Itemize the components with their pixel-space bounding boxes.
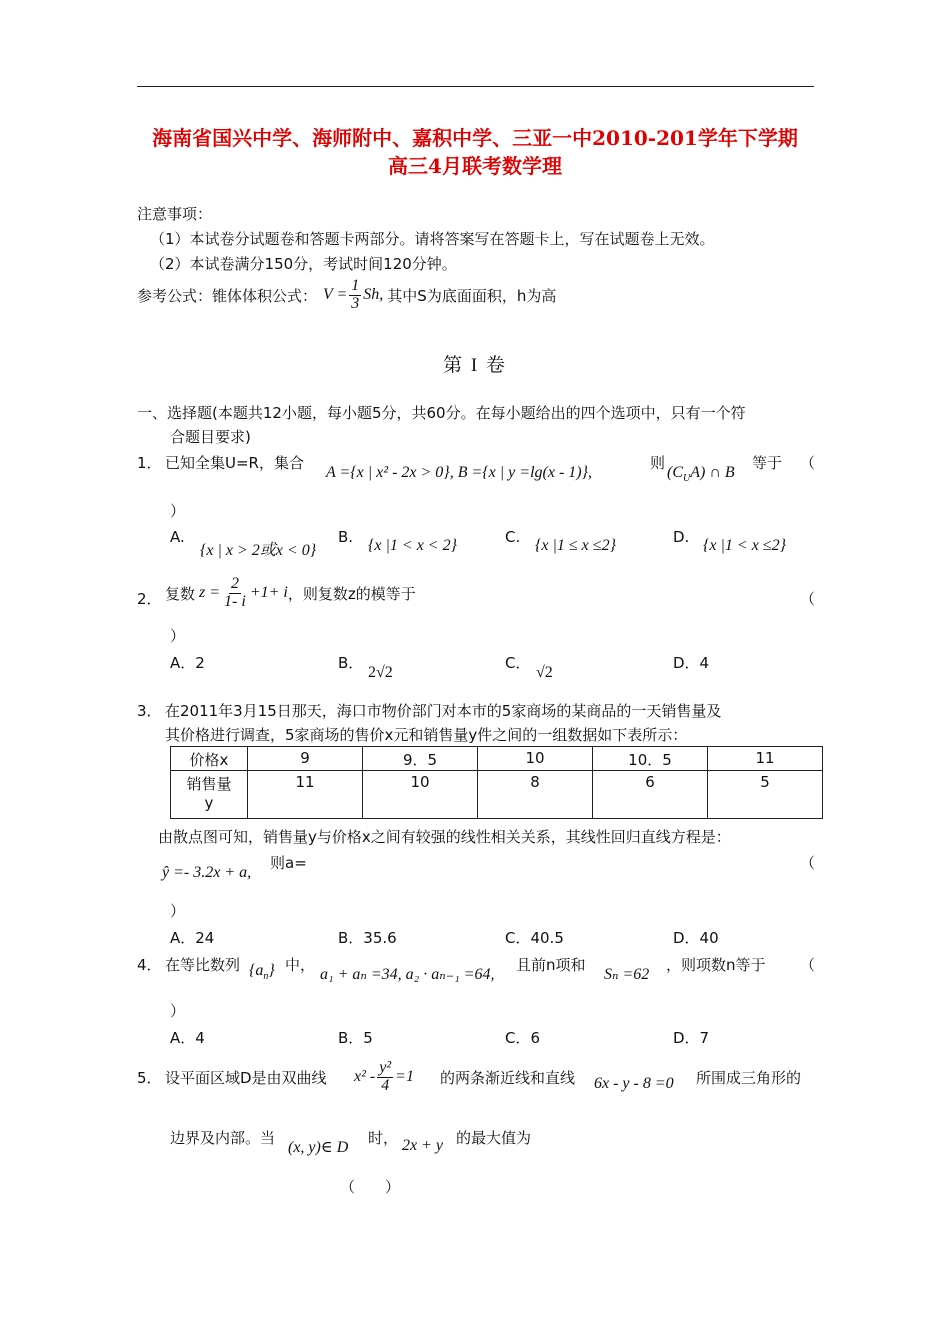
notice-item-1: （1）本试卷分试题卷和答题卡两部分。请将答案写在答题卡上，写在试题卷上无效。 — [150, 230, 715, 248]
q2-option-d: D．4 — [673, 654, 710, 672]
page-subtitle: 高三4月联考数学理 — [388, 154, 562, 178]
q1-complement-c: (C — [667, 464, 683, 481]
q1-option-b: {x |1 < x < 2} — [368, 537, 457, 554]
q3-line2: 其价格进行调查，5家商场的售价x元和销售量y件之间的一组数据如下表所示： — [165, 726, 688, 744]
q3-number: 3． — [137, 702, 162, 720]
q5-line2c: 的最大值为 — [456, 1129, 532, 1147]
q1-paren-open: （ — [800, 454, 816, 472]
q2-rest: +1+ i — [249, 584, 288, 602]
q1-tail: 等于 — [752, 454, 783, 472]
table-row — [171, 747, 823, 771]
q1-text: 已知全集U=R，集合 — [165, 454, 304, 472]
q2-z: z = — [199, 584, 221, 602]
q5-expression: 2x + y — [402, 1137, 443, 1154]
q3-option-a: A．24 — [170, 929, 215, 947]
q1-sets: A ={x | x² - 2x > 0}, B ={x | y =lg(x - 1)}, — [326, 464, 592, 481]
q2-text: 复数 — [165, 584, 196, 603]
q3-data-table — [170, 746, 823, 819]
q4-option-b: B．5 — [338, 1029, 373, 1047]
q2-paren-open: （ — [800, 590, 816, 608]
q3-paren-open: （ — [800, 854, 816, 872]
table-cell: 6 — [593, 771, 708, 819]
q3-line1: 在2011年3月15日那天，海口市物价部门对本市的5家商场的某商品的一天销售量及 — [165, 702, 722, 720]
q4-option-a: A．4 — [170, 1029, 205, 1047]
q4-seq-sub: n — [263, 971, 269, 983]
table-cell: 5 — [708, 771, 823, 819]
q5-hyp-fraction — [377, 1060, 393, 1095]
formula-suffix: 其中S为底面面积，h为高 — [387, 286, 557, 305]
q2-stem — [165, 576, 416, 611]
q1-option-d: {x |1 < x ≤2} — [703, 537, 786, 554]
q1-option-a-label: A. — [170, 528, 185, 546]
q2-option-b-label: B． — [338, 654, 364, 672]
q4-zhong: 中， — [285, 956, 316, 974]
q2-option-c: √2 — [536, 664, 553, 681]
table-header-line: y — [204, 794, 214, 812]
q5-text: 设平面区域D是由双曲线 — [165, 1069, 327, 1087]
q4-text: 在等比数列 — [165, 956, 241, 974]
q4-tail: ，则项数n等于 — [666, 956, 766, 974]
table-header-line: 销售量 — [186, 775, 232, 793]
table-cell: 10 — [363, 771, 478, 819]
q4-number: 4． — [137, 956, 162, 974]
formula-prefix: 参考公式：锥体体积公式： — [137, 286, 318, 305]
q4-paren-close: ） — [170, 1002, 186, 1020]
q2-option-a: A．2 — [170, 654, 205, 672]
q1-complement — [667, 464, 735, 484]
q2-number: 2． — [137, 590, 162, 608]
formula-lhs: V = — [323, 286, 348, 304]
table-cell: 11 — [708, 747, 823, 771]
q1-complement-rest: A) ∩ B — [690, 464, 735, 481]
formula-rhs: Sh, — [363, 286, 384, 304]
q1-number: 1． — [137, 454, 162, 472]
q3-line3: 由散点图可知，销售量y与价格x之间有较强的线性相关关系，其线性回归直线方程是： — [158, 828, 731, 846]
q5-hyp-den: 4 — [381, 1076, 390, 1094]
q1-option-a: {x | x > 2或x < 0} — [200, 542, 317, 559]
q5-hyp-b: =1 — [395, 1068, 414, 1086]
q5-condition: (x, y)∈ D — [288, 1139, 349, 1156]
table-cell: 9．5 — [363, 747, 478, 771]
q2-frac-num: 2 — [230, 575, 239, 592]
q1-complement-sub: U — [683, 473, 691, 485]
q5-line2a: 边界及内部。当 — [170, 1129, 276, 1147]
q4-option-c: C．6 — [505, 1029, 541, 1047]
q5-line-eq: 6x - y - 8 =0 — [594, 1075, 674, 1092]
part1-instructions-line1: 一、选择题(本题共12小题，每小题5分，共60分。在每小题给出的四个选项中，只有一个符 — [137, 404, 746, 422]
q4-sum: Sₙ =62 — [604, 966, 650, 983]
q1-paren-close: ） — [170, 502, 186, 520]
formula-fraction — [349, 278, 361, 313]
q1-option-d-label: D. — [673, 528, 690, 546]
q2-option-b: 2√2 — [368, 664, 393, 681]
table-header-cell — [171, 771, 248, 819]
notice-item-2: （2）本试卷满分150分，考试时间120分钟。 — [150, 255, 457, 273]
q5-mid: 的两条渐近线和直线 — [440, 1069, 576, 1087]
table-cell: 10．5 — [593, 747, 708, 771]
q2-paren-close: ） — [170, 627, 186, 645]
q5-hyp-a: x² - — [354, 1068, 376, 1086]
reference-formula — [137, 278, 556, 313]
q3-paren-close: ） — [170, 902, 186, 920]
q4-seq-close: } — [268, 962, 275, 979]
q2-frac-den: 1- i — [224, 592, 246, 610]
q5-line2b: 时， — [368, 1129, 399, 1147]
formula-frac-den: 3 — [351, 294, 360, 312]
page-title: 海南省国兴中学、海师附中、嘉积中学、三亚一中2010-201学年下学期 — [152, 126, 798, 150]
q4-option-d: D．7 — [673, 1029, 710, 1047]
formula-frac-num: 1 — [351, 277, 360, 294]
q4-conditions: a₁ + aₙ =34, a₂ · aₙ₋₁ =64, — [320, 966, 495, 983]
q1-then: 则 — [650, 454, 666, 472]
q1-option-c-label: C. — [505, 528, 521, 546]
notice-heading: 注意事项： — [137, 205, 213, 223]
part1-instructions-line2: 合题目要求) — [170, 428, 251, 446]
q2-option-c-label: C． — [505, 654, 531, 672]
table-cell: 10 — [478, 747, 593, 771]
section-title: 第 I 卷 — [443, 355, 507, 376]
q2-fraction — [222, 576, 248, 611]
q3-option-b: B．35.6 — [338, 929, 397, 947]
q3-regression-eq: ŷ =- 3.2x + a, — [162, 864, 252, 881]
table-cell: 8 — [478, 771, 593, 819]
q4-seq-open: {a — [249, 962, 264, 979]
q5-hyperbola — [354, 1060, 414, 1095]
q4-sequence — [249, 962, 275, 982]
table-row — [171, 771, 823, 819]
q1-option-b-label: B. — [338, 528, 354, 546]
q5-number: 5． — [137, 1069, 162, 1087]
q3-eq-tail: 则a= — [270, 854, 307, 872]
q5-tail: 所围成三角形的 — [696, 1069, 802, 1087]
q3-option-d: D．40 — [673, 929, 719, 947]
q5-answer-paren: （ ） — [340, 1178, 401, 1196]
q3-option-c: C．40.5 — [505, 929, 564, 947]
q4-paren-open: （ — [800, 956, 816, 974]
table-cell: 9 — [248, 747, 363, 771]
top-rule — [137, 86, 814, 87]
q5-hyp-num: y² — [379, 1059, 392, 1076]
q2-tail: ，则复数z的模等于 — [287, 584, 416, 603]
table-cell: 11 — [248, 771, 363, 819]
q4-mid: 且前n项和 — [516, 956, 586, 974]
table-header-cell: 价格x — [171, 747, 248, 771]
q1-option-c: {x |1 ≤ x ≤2} — [535, 537, 616, 554]
